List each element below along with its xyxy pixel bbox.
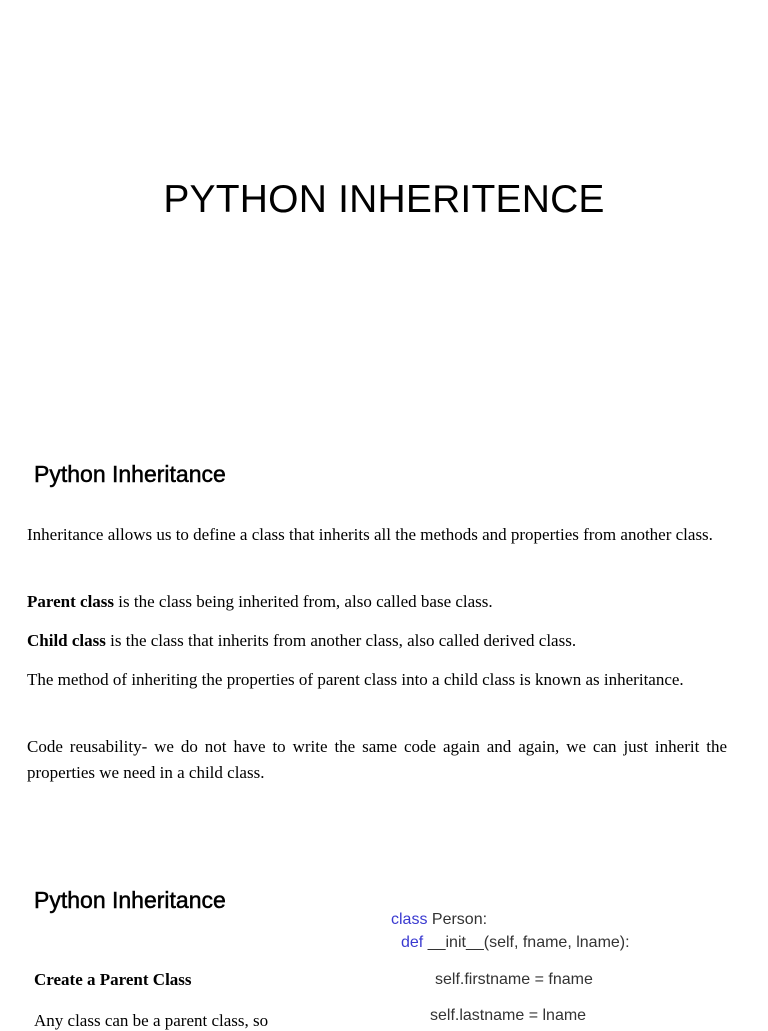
parent-class-definition: is the class being inherited from, also called base class. xyxy=(114,592,493,611)
child-class-definition: is the class that inherits from another class, also called derived class. xyxy=(105,631,577,650)
paragraph-intro: Inheritance allows us to define a class that inherits all the methods and properties from another class. xyxy=(27,525,713,544)
code-line-1 xyxy=(391,911,487,929)
code-keyword-class: class xyxy=(391,911,428,928)
paragraph-method: The method of inheriting the properties of parent class into a child class is known as inheritance. xyxy=(27,670,684,689)
code-line-3: self.firstname = fname xyxy=(435,971,593,988)
code-keyword-def: def xyxy=(401,934,424,951)
section-heading: Python Inheritance xyxy=(34,461,226,487)
paragraph-any-class: Any class can be a parent class, so xyxy=(34,1011,269,1030)
term-child-class: Child class xyxy=(27,631,106,650)
code-line-2 xyxy=(401,934,630,952)
subheading-create-parent-class: Create a Parent Class xyxy=(34,970,192,989)
paragraph-code-reusability: Code reusability- we do not have to write the same code again and again, we can just inherit the properties we need in a child class. xyxy=(27,737,727,782)
code-line-4: self.lastname = lname xyxy=(430,1007,587,1024)
page-title: PYTHON INHERITENCE xyxy=(163,178,605,221)
section-heading-2: Python Inheritance xyxy=(34,887,226,913)
paragraph-child-class xyxy=(27,628,727,654)
code-class-name: Person: xyxy=(427,911,488,928)
paragraph-parent-class xyxy=(27,589,727,615)
code-init-signature: __init__(self, fname, lname): xyxy=(423,934,630,951)
term-parent-class: Parent class xyxy=(27,592,115,611)
